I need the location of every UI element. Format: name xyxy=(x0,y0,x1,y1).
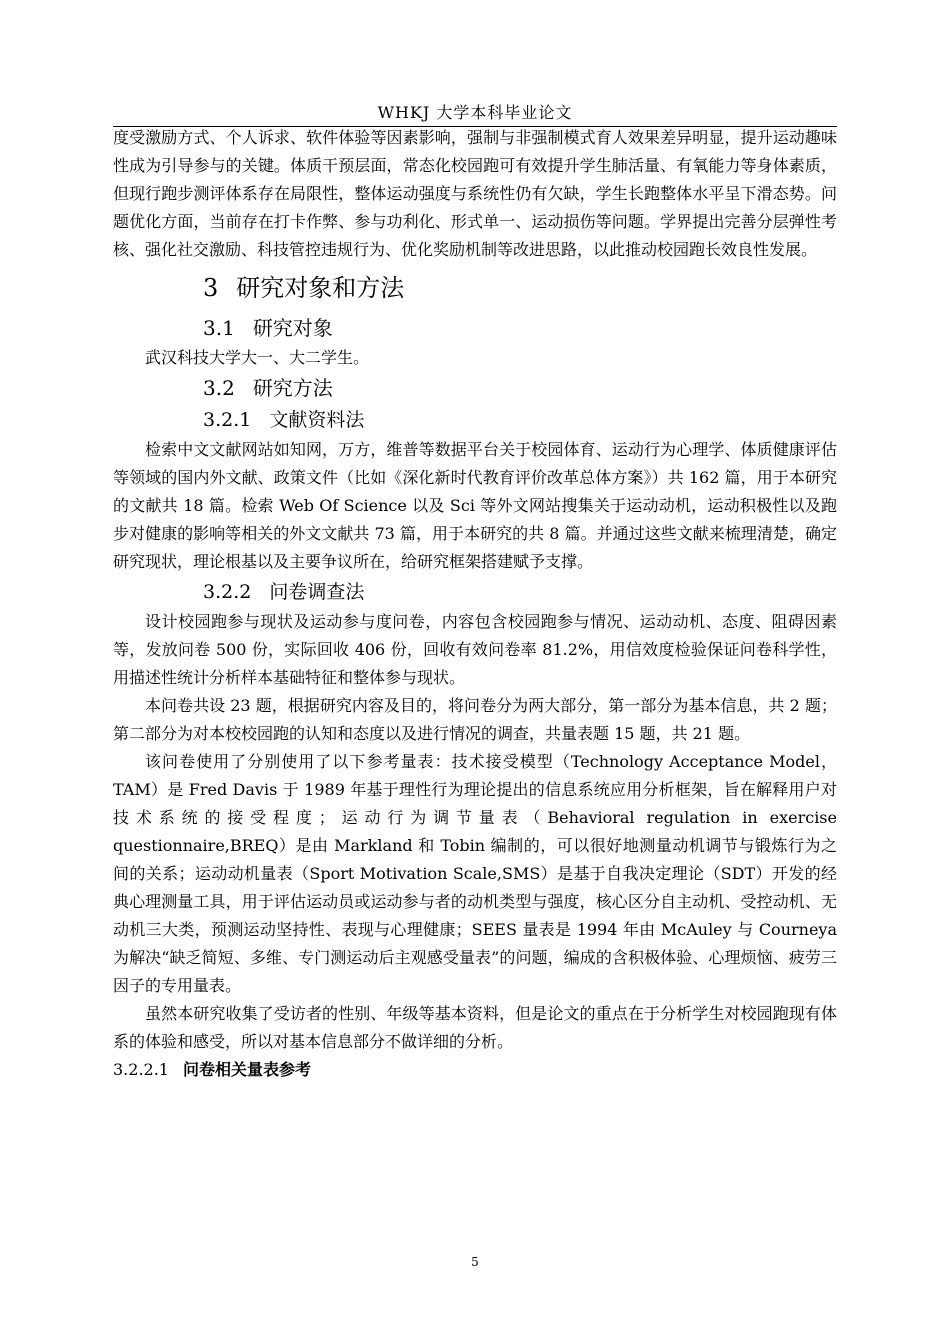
subject-paragraph: 武汉科技大学大一、大二学生。 xyxy=(145,348,370,367)
page-header xyxy=(113,100,837,127)
section-3-2-2-1-heading xyxy=(113,1056,837,1084)
section-title: 研究对象 xyxy=(252,316,333,340)
section-3-heading xyxy=(113,264,837,312)
section-3-2-heading xyxy=(113,372,837,404)
section-number: 3.1 xyxy=(203,316,235,340)
section-title: 文献资料法 xyxy=(269,409,365,431)
intro-paragraph: 度受激励方式、个人诉求、软件体验等因素影响，强制与非强制模式育人效果差异明显，提升运动趣味性成为引导参与的关键。体质干预层面，常态化校园跑可有效提升学生肺活量、有氧能力等身体素质，但现行跑步测评体系存在局限性，整体运动强度与系统性仍有欠缺，学生长跑整体水平呈下滑态势。问题优化方面，当前存在打卡作弊、参与功利化、形式单一、运动损伤等问题。学界提出完善分层弹性考核、强化社交激励、科技管控违规行为、优化奖励机制等改进思路，以此推动校园跑长效良性发展。 xyxy=(113,128,837,259)
section-number: 3.2.1 xyxy=(203,409,252,431)
section-title: 研究方法 xyxy=(252,376,333,400)
section-title: 问卷调查法 xyxy=(269,581,365,603)
section-3-2-2-heading xyxy=(113,576,837,608)
section-title: 问卷相关量表参考 xyxy=(182,1060,311,1079)
section-3-1-heading xyxy=(113,312,837,344)
section-number: 3.2.2 xyxy=(203,581,252,603)
survey-paragraph-4: 虽然本研究收集了受访者的性别、年级等基本资料，但是论文的重点在于分析学生对校园跑现有体系的体验和感受，所以对基本信息部分不做详细的分析。 xyxy=(113,1004,837,1051)
section-number: 3 xyxy=(203,274,219,302)
section-3-2-1-heading xyxy=(113,404,837,436)
section-number: 3.2 xyxy=(203,376,235,400)
page-number: 5 xyxy=(471,1255,479,1269)
survey-paragraph-1: 设计校园跑参与现状及运动参与度问卷，内容包含校园跑参与情况、运动动机、态度、阻碍因素等，发放问卷 500 份，实际回收 406 份，回收有效问卷率 81.2%，用信效度检验保证问卷科学性，用描述性统计分析样本基础特征和整体参与现状。 xyxy=(113,612,837,687)
survey-paragraph-3: 该问卷使用了分别使用了以下参考量表：技术接受模型（Technology Acceptance Model，TAM）是 Fred Davis 于 1989 年基于理性行为理论提出的信息系统应用分析框架，旨在解释用户对技术系统的接受程度；运动行为调节量表（Behavioral regulation in exercise questionnaire,BREQ）是由 Markland 和 Tobin 编制的，可以很好地测量动机调节与锻炼行为之间的关系；运动动机量表（Sport Motivation Scale,SMS）是基于自我决定理论（SDT）开发的经典心理测量工具，用于评估运动员或运动参与者的动机类型与强度，核心区分自主动机、受控动机、无动机三大类，预测运动坚持性、表现与心理健康；SEES 量表是 1994 年由 McAuley 与 Courneya 为解决“缺乏简短、多维、专门测运动后主观感受量表”的问题，编成的含积极体验、心理烦恼、疲劳三因子的专用量表。 xyxy=(113,752,837,995)
header-title: WHKJ 大学本科毕业论文 xyxy=(377,103,573,122)
section-number: 3.2.2.1 xyxy=(113,1060,169,1079)
literature-paragraph: 检索中文文献网站如知网，万方，维普等数据平台关于校园体育、运动行为心理学、体质健康评估等领域的国内外文献、政策文件（比如《深化新时代教育评价改革总体方案》）共 162 篇，用于本研究的文献共 18 篇。检索 Web Of Science 以及 Sci 等外文网站搜集关于运动动机，运动积极性以及跑步对健康的影响等相关的外文文献共 73 篇，用于本研究的共 8 篇。并通过这些文献来梳理清楚，确定研究现状，理论根基以及主要争议所在，给研究框架搭建赋予支撑。 xyxy=(113,440,837,571)
page-body xyxy=(113,124,837,1084)
section-title: 研究对象和方法 xyxy=(236,274,405,302)
survey-paragraph-2: 本问卷共设 23 题，根据研究内容及目的，将问卷分为两大部分，第一部分为基本信息，共 2 题；第二部分为对本校校园跑的认知和态度以及进行情况的调查，共量表题 15 题，共 21 题。 xyxy=(113,696,837,743)
